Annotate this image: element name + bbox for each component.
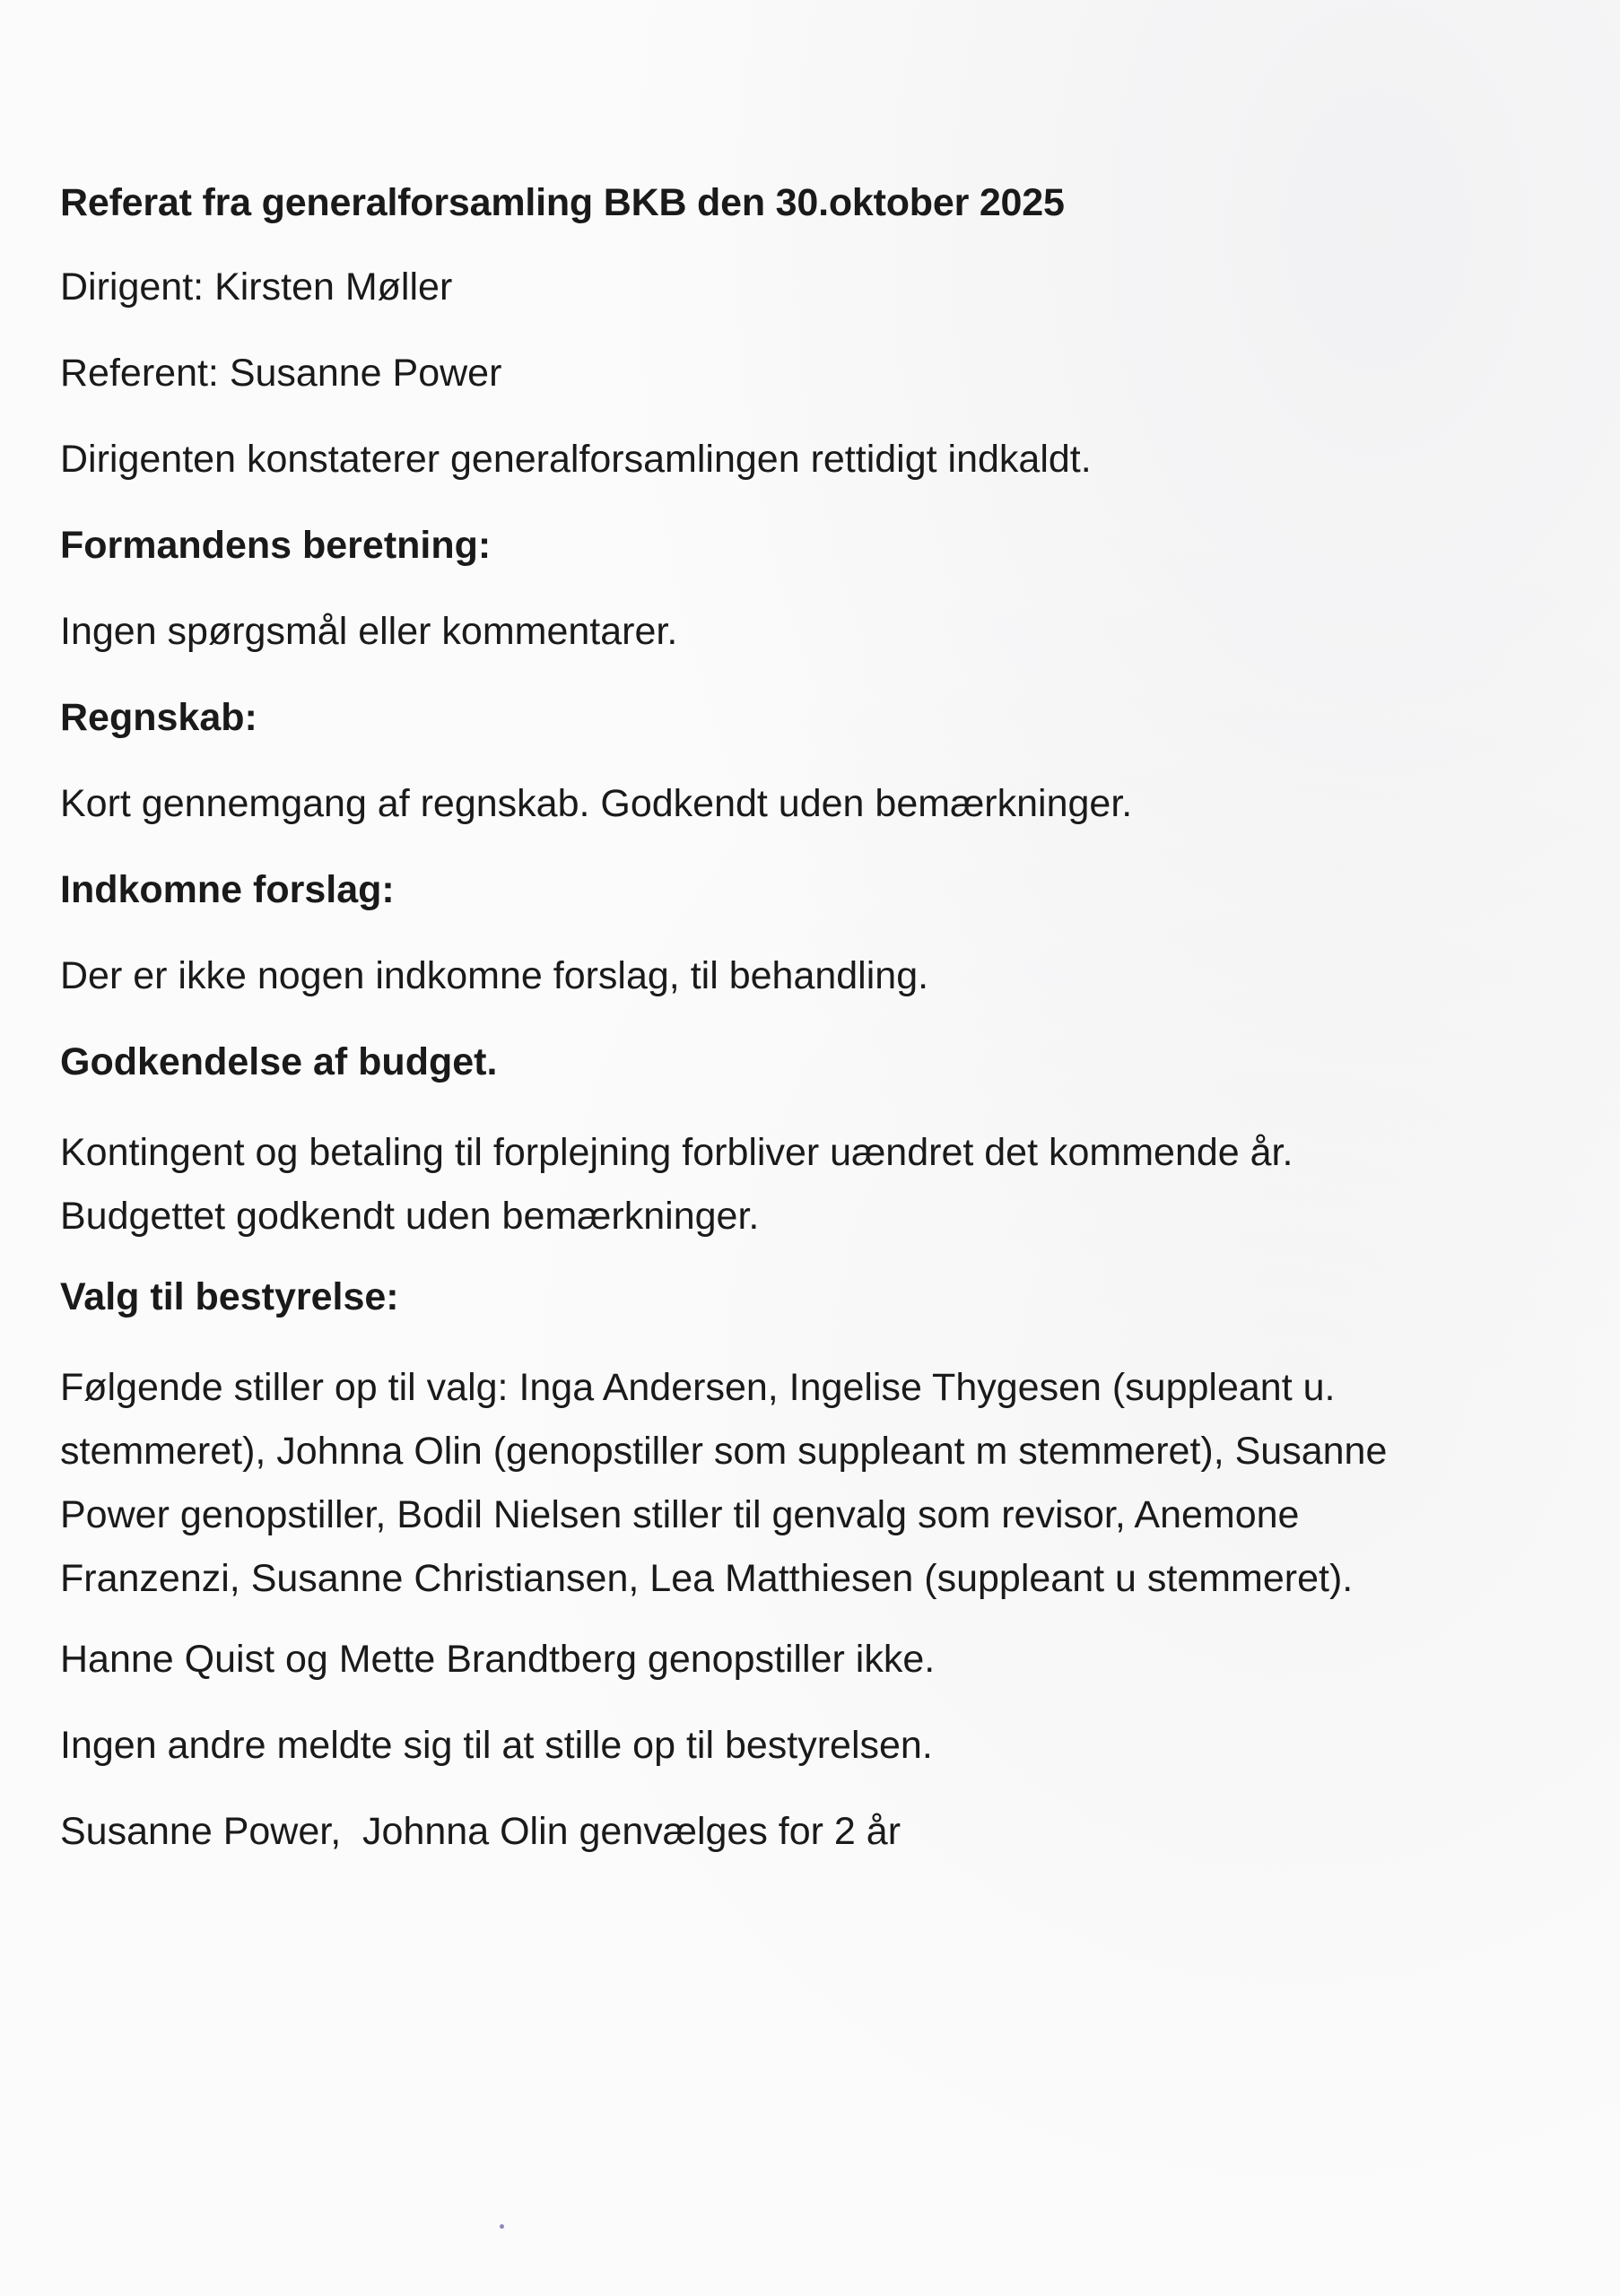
- section-heading-regnskab: Regnskab:: [60, 696, 257, 739]
- section-heading-valg: Valg til bestyrelse:: [60, 1275, 399, 1318]
- closing-line-2: Ingen andre meldte sig til at stille op til bestyrelsen.: [60, 1724, 933, 1767]
- document-title: Referat fra generalforsamling BKB den 30.oktober 2025: [60, 181, 1065, 224]
- section-body-budget: Kontingent og betaling til forplejning forbliver uændret det kommende år. Budgettet godkendt uden bemærkninger.: [60, 1131, 1293, 1238]
- document-body: [60, 176, 1406, 1891]
- scan-speck: [500, 2224, 504, 2229]
- section-body-regnskab: Kort gennemgang af regnskab. Godkendt uden bemærkninger.: [60, 782, 1133, 825]
- section-body-beretning: Ingen spørgsmål eller kommentarer.: [60, 610, 678, 653]
- section-heading-budget: Godkendelse af budget.: [60, 1040, 498, 1083]
- section-body-forslag: Der er ikke nogen indkomne forslag, til behandling.: [60, 954, 929, 997]
- section-heading-forslag: Indkomne forslag:: [60, 868, 395, 911]
- dirigent-line: Dirigent: Kirsten Møller: [60, 265, 453, 309]
- referent-line: Referent: Susanne Power: [60, 352, 502, 395]
- closing-line-1: Hanne Quist og Mette Brandtberg genopstiller ikke.: [60, 1638, 936, 1681]
- closing-line-3: Susanne Power, Johnna Olin genvælges for 2 år: [60, 1810, 901, 1853]
- section-heading-beretning: Formandens beretning:: [60, 524, 492, 567]
- intro-line: Dirigenten konstaterer generalforsamlingen rettidigt indkaldt.: [60, 438, 1092, 481]
- section-body-valg: Følgende stiller op til valg: Inga Andersen, Ingelise Thygesen (suppleant u. stemmeret), Johnna Olin (genopstiller som suppleant m stemmeret), Susanne Power genopstiller, Bodil Nielsen stiller til genvalg som revisor, Anemone Franzenzi, Susanne Christiansen, Lea Matthiesen (suppleant u stemmeret).: [60, 1366, 1388, 1600]
